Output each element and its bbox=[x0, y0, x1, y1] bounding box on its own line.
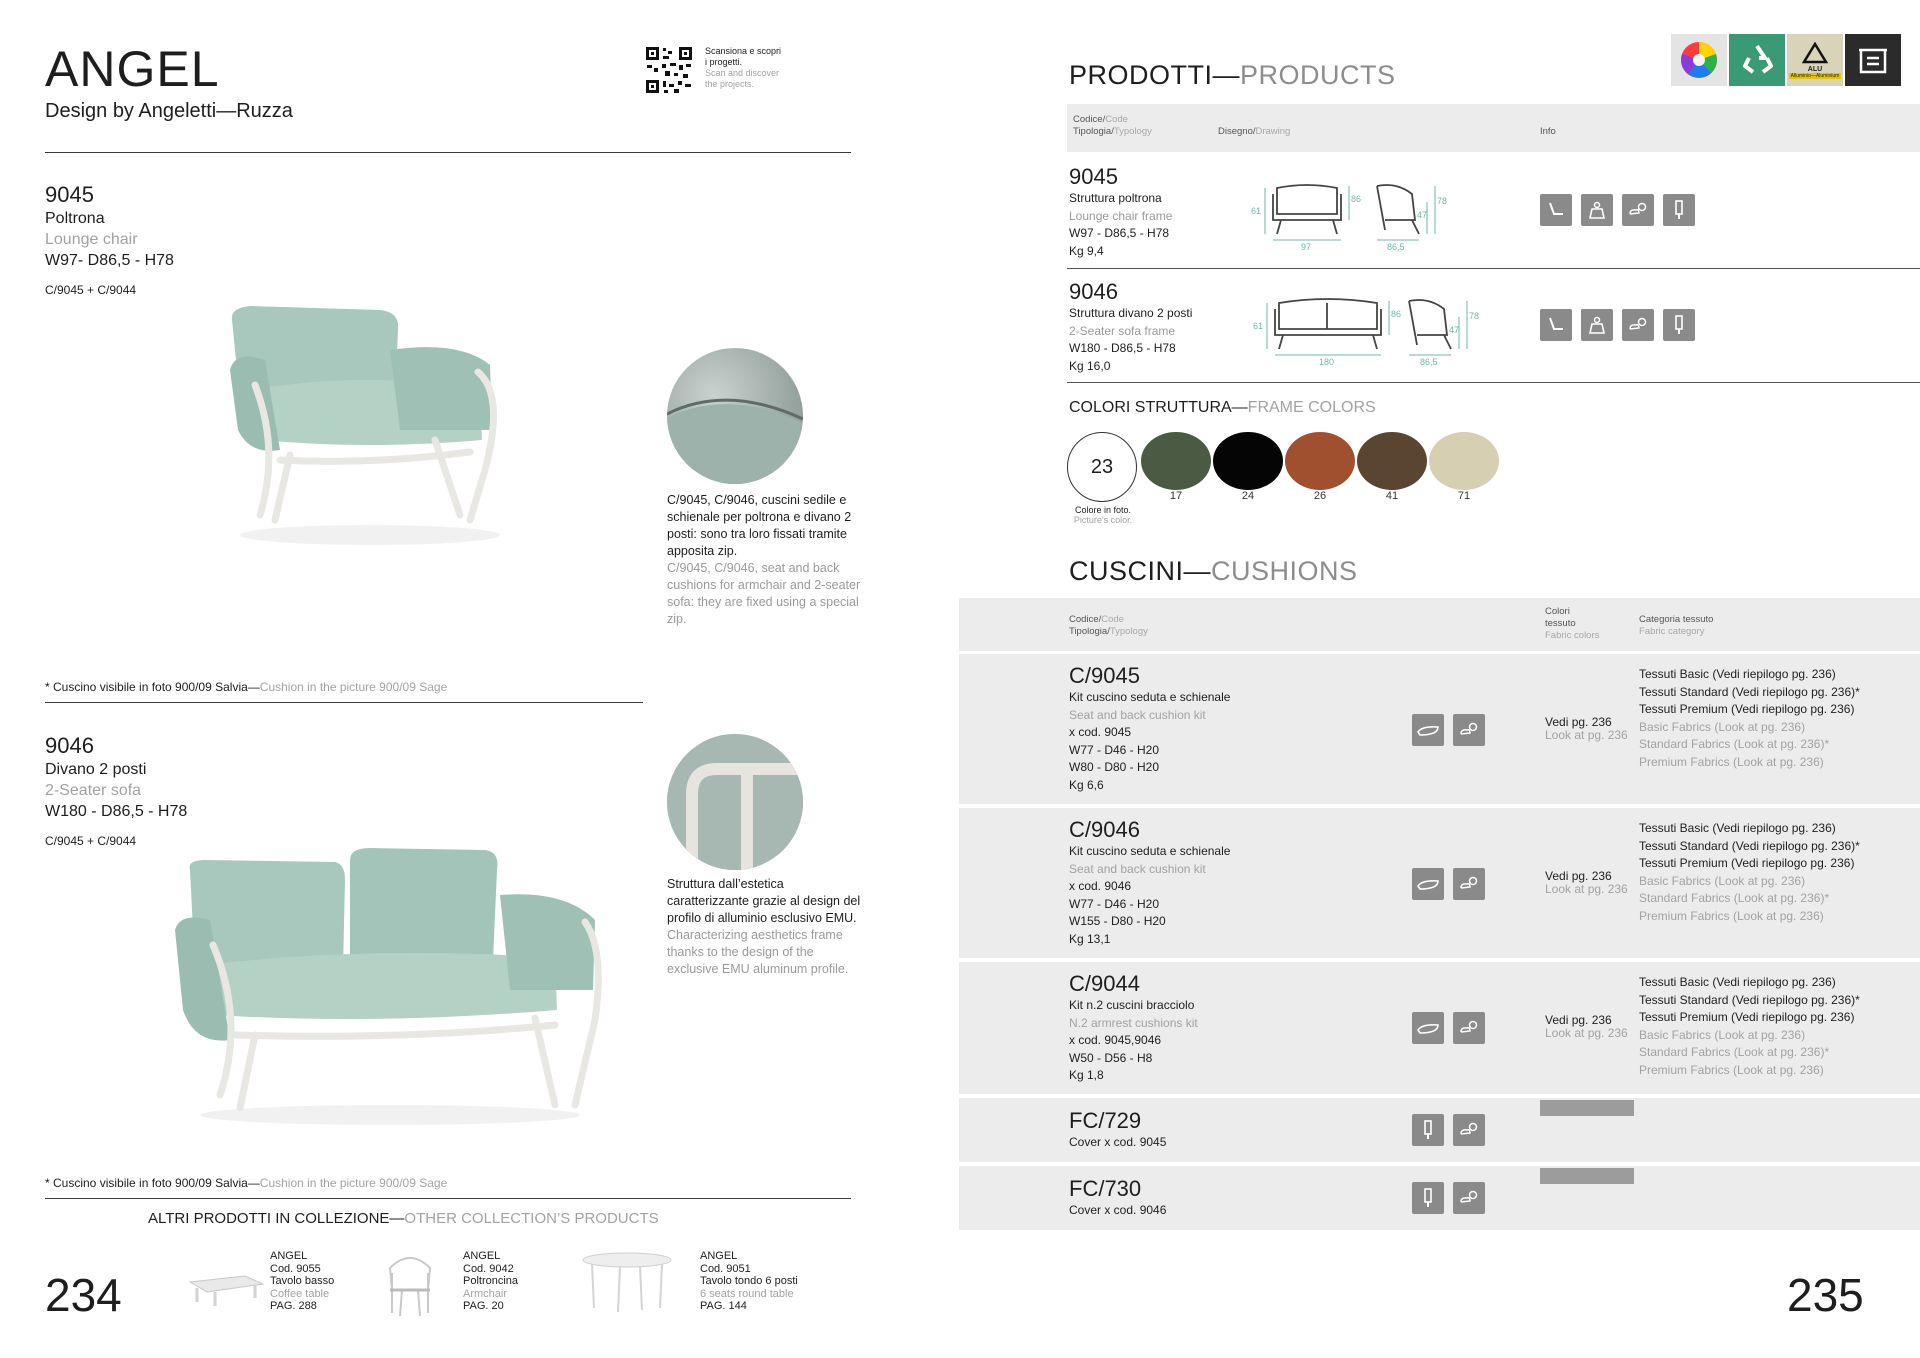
cushions-table-header bbox=[959, 598, 1920, 651]
technical-drawing bbox=[1237, 172, 1497, 252]
th-fabric-category bbox=[1639, 614, 1713, 638]
cat-line: Tessuti Premium (Vedi riepilogo pg. 236) bbox=[1639, 1010, 1855, 1024]
tag-icon bbox=[1412, 1182, 1444, 1214]
cover-icons bbox=[1412, 1182, 1485, 1214]
caption-it: * Cuscino visibile in foto 900/09 Salvia— bbox=[45, 680, 260, 694]
row-for: x cod. 9045,9046 bbox=[1069, 1033, 1162, 1047]
th-text: tessuto bbox=[1545, 618, 1576, 629]
alu-sub: Alluminio—Aluminium bbox=[1790, 72, 1840, 79]
alu-label: ALU bbox=[1807, 65, 1823, 73]
row-code: 9046 bbox=[1069, 279, 1118, 304]
note-text-it: C/9045, C/9046, cuscini sedile e schienale per poltrona e divano 2 posti: sono tra loro fissati tramite apposita zip. bbox=[667, 493, 852, 558]
coffee-table-thumb[interactable] bbox=[185, 1270, 265, 1310]
catalogue-icon[interactable] bbox=[1845, 34, 1901, 86]
heading-it: COLORI STRUTTURA— bbox=[1069, 399, 1248, 416]
other-line: ANGEL bbox=[270, 1250, 308, 1262]
swatch-dot bbox=[1213, 432, 1283, 490]
cushion-icons bbox=[1412, 1012, 1485, 1044]
other-product-9055[interactable] bbox=[270, 1250, 334, 1313]
th-text: Code bbox=[1101, 614, 1124, 625]
fabric-categories bbox=[1639, 666, 1860, 771]
cat-line: Basic Fabrics (Look at pg. 236) bbox=[1639, 1027, 1806, 1042]
cat-line: Tessuti Premium (Vedi riepilogo pg. 236) bbox=[1639, 856, 1855, 870]
th-text: Disegno/ bbox=[1218, 126, 1256, 137]
caption-it: * Cuscino visibile in foto 900/09 Salvia— bbox=[45, 1176, 260, 1190]
th-text: Tipologia/ bbox=[1069, 626, 1110, 637]
frame-colors-heading bbox=[1069, 399, 1376, 417]
heading-en: CUSHIONS bbox=[1211, 556, 1358, 586]
recycle-icon bbox=[1729, 34, 1785, 86]
note-cushions bbox=[667, 492, 867, 628]
other-page: PAG. 20 bbox=[463, 1300, 504, 1312]
cat-line: Standard Fabrics (Look at pg. 236)* bbox=[1639, 737, 1830, 751]
swatch-code: 41 bbox=[1385, 490, 1399, 502]
see-en: Look at pg. 236 bbox=[1545, 1026, 1628, 1040]
other-page: PAG. 144 bbox=[700, 1300, 747, 1312]
cat-line: Premium Fabrics (Look at pg. 236) bbox=[1639, 754, 1824, 769]
note-text-it: Struttura dall’estetica caratterizzante grazie al design del profilo di alluminio esclusivo EMU. bbox=[667, 877, 861, 925]
cushion-icons bbox=[1412, 868, 1485, 900]
detail-zip-image bbox=[667, 348, 803, 484]
th-text: Typology bbox=[1109, 626, 1148, 637]
cushion-icon bbox=[1412, 1012, 1444, 1044]
tag-icon bbox=[1663, 309, 1695, 341]
row-dims: W97 - D86,5 - H78 bbox=[1069, 226, 1170, 240]
swatch-note-en: Picture’s color. bbox=[1073, 515, 1133, 525]
cat-line: Tessuti Basic (Vedi riepilogo pg. 236) bbox=[1639, 821, 1836, 835]
row-dims: W50 - D56 - H8 bbox=[1069, 1050, 1153, 1065]
other-product-9042[interactable] bbox=[463, 1250, 518, 1313]
row-dims: W155 - D80 - H20 bbox=[1069, 914, 1166, 928]
heading-it: PRODOTTI— bbox=[1069, 60, 1240, 90]
cover-row-fc729 bbox=[959, 1098, 1920, 1162]
row-kg: Kg 9,4 bbox=[1069, 243, 1104, 258]
qr-text-line: Scan and discover bbox=[705, 68, 780, 78]
row-code: 9045 bbox=[1069, 164, 1118, 189]
cat-line: Premium Fabrics (Look at pg. 236) bbox=[1639, 908, 1824, 923]
product-dimensions: W180 - D86,5 - H78 bbox=[45, 803, 188, 820]
products-heading bbox=[1069, 60, 1396, 91]
detail-frame-image bbox=[667, 734, 803, 870]
aluminium-badge bbox=[1787, 34, 1843, 86]
qr-text-line: the projects. bbox=[705, 79, 755, 89]
fabric-color-bar bbox=[1540, 1100, 1634, 1116]
weight-icon bbox=[1581, 194, 1613, 226]
th-text: Codice/ bbox=[1069, 614, 1102, 625]
row-en: N.2 armrest cushions kit bbox=[1069, 1015, 1198, 1030]
collection-designer: Design by Angeletti—Ruzza bbox=[45, 100, 293, 122]
cat-line: Basic Fabrics (Look at pg. 236) bbox=[1639, 719, 1806, 734]
page-number-left: 234 bbox=[45, 1269, 122, 1321]
row-kg: Kg 13,1 bbox=[1069, 931, 1111, 946]
see-it: Vedi pg. 236 bbox=[1545, 869, 1612, 883]
row-code: C/9045 bbox=[1069, 663, 1140, 688]
product-name-en: Lounge chair bbox=[45, 231, 138, 248]
other-name-en: Armchair bbox=[463, 1287, 508, 1300]
right-page bbox=[960, 0, 1920, 1358]
color-swatch-26[interactable] bbox=[1285, 432, 1355, 525]
th-text: Fabric category bbox=[1639, 626, 1705, 637]
row-en: Seat and back cushion kit bbox=[1069, 707, 1206, 722]
swatch-code: 23 bbox=[1067, 432, 1137, 502]
row-it: Cover x cod. 9046 bbox=[1069, 1203, 1167, 1217]
swatch-note-it: Colore in foto. bbox=[1074, 505, 1132, 515]
cushion-row-c9046 bbox=[959, 808, 1920, 958]
weather-icon bbox=[1453, 868, 1485, 900]
product-dimensions: W97- D86,5 - H78 bbox=[45, 252, 174, 269]
other-name-it: Tavolo tondo 6 posti bbox=[700, 1275, 798, 1287]
row-it: Kit n.2 cuscini bracciolo bbox=[1069, 998, 1195, 1012]
other-title-en: OTHER COLLECTION’S PRODUCTS bbox=[404, 1210, 659, 1227]
divider bbox=[45, 152, 851, 153]
cat-line: Tessuti Standard (Vedi riepilogo pg. 236)* bbox=[1639, 684, 1860, 699]
row-code: FC/730 bbox=[1069, 1176, 1142, 1201]
info-icons bbox=[1540, 194, 1695, 226]
cat-line: Tessuti Standard (Vedi riepilogo pg. 236)* bbox=[1639, 992, 1860, 1007]
color-swatch-41[interactable] bbox=[1357, 432, 1427, 525]
product-9045-block bbox=[45, 182, 174, 297]
cat-line: Tessuti Premium (Vedi riepilogo pg. 236) bbox=[1639, 702, 1855, 716]
divider bbox=[45, 1198, 851, 1199]
dim-label: 86,5 bbox=[1420, 357, 1438, 367]
row-en: 2-Seater sofa frame bbox=[1069, 323, 1176, 338]
cat-line: Tessuti Basic (Vedi riepilogo pg. 236) bbox=[1639, 667, 1836, 681]
color-wheel-icon bbox=[1671, 34, 1727, 86]
dim-label: 61 bbox=[1251, 206, 1262, 216]
row-en: Seat and back cushion kit bbox=[1069, 861, 1206, 876]
product-name-it: Divano 2 posti bbox=[45, 761, 147, 778]
heading-en: FRAME COLORS bbox=[1247, 399, 1376, 416]
cover-row-fc730 bbox=[959, 1166, 1920, 1230]
product-row-9046 bbox=[1067, 277, 1920, 383]
cushion-icon bbox=[1412, 714, 1444, 746]
row-it: Struttura poltrona bbox=[1069, 191, 1162, 205]
swatch-code: 17 bbox=[1169, 490, 1183, 502]
dim-label: 86,5 bbox=[1387, 242, 1405, 252]
cat-line: Basic Fabrics (Look at pg. 236) bbox=[1639, 873, 1806, 888]
divider bbox=[45, 702, 643, 703]
weather-icon bbox=[1453, 714, 1485, 746]
swatch-code: 24 bbox=[1241, 490, 1255, 502]
qr-text-line: i progetti. bbox=[705, 57, 743, 67]
qr-code[interactable] bbox=[645, 46, 693, 94]
collection-title: ANGEL bbox=[45, 41, 220, 97]
dim-label: 86 bbox=[1391, 309, 1402, 319]
swatch-dot bbox=[1357, 432, 1427, 490]
heading-en: PRODUCTS bbox=[1240, 60, 1396, 90]
row-it: Kit cuscino seduta e schienale bbox=[1069, 690, 1231, 704]
dim-label: 78 bbox=[1437, 196, 1448, 206]
th-code bbox=[1069, 614, 1148, 638]
armchair-thumb[interactable] bbox=[380, 1248, 440, 1318]
product-code: 9045 bbox=[45, 182, 94, 207]
dim-label: 97 bbox=[1301, 242, 1312, 252]
cushions-heading bbox=[1069, 556, 1358, 587]
weather-icon bbox=[1453, 1182, 1485, 1214]
row-it: Struttura divano 2 posti bbox=[1069, 306, 1193, 320]
dim-label: 180 bbox=[1319, 357, 1335, 367]
product-code: 9046 bbox=[45, 733, 94, 758]
lounge-icon bbox=[1540, 309, 1572, 341]
caption-en: Cushion in the picture 900/09 Sage bbox=[259, 680, 448, 694]
product-cushion-ref: C/9045 + C/9044 bbox=[45, 834, 137, 848]
lounge-chair-image bbox=[220, 290, 520, 550]
weight-icon bbox=[1581, 309, 1613, 341]
products-table-header bbox=[1067, 104, 1920, 152]
weather-icon bbox=[1622, 309, 1654, 341]
row-kg: Kg 16,0 bbox=[1069, 358, 1111, 373]
row-dims: W77 - D46 - H20 bbox=[1069, 896, 1160, 911]
row-kg: Kg 6,6 bbox=[1069, 777, 1104, 792]
row-kg: Kg 1,8 bbox=[1069, 1068, 1104, 1082]
row-it: Kit cuscino seduta e schienale bbox=[1069, 844, 1231, 858]
tag-icon bbox=[1663, 194, 1695, 226]
fabric-categories bbox=[1639, 974, 1860, 1079]
fabric-color-bar bbox=[1540, 1168, 1634, 1184]
other-products-title bbox=[148, 1210, 659, 1227]
th-text: Categoria tessuto bbox=[1639, 614, 1714, 625]
divider bbox=[1067, 268, 1920, 269]
dim-label: 86 bbox=[1351, 194, 1362, 204]
other-code: Cod. 9042 bbox=[463, 1262, 514, 1275]
th-text: Colori bbox=[1545, 606, 1570, 617]
note-text-en: C/9045, C/9046, seat and back cushions for armchair and 2-seater sofa: they are fixed using a special zip. bbox=[667, 561, 861, 626]
heading-it: CUSCINI— bbox=[1069, 556, 1212, 586]
badges-bar bbox=[1671, 34, 1901, 86]
fabric-colors-ref[interactable] bbox=[1545, 716, 1628, 742]
cushion-row-c9044 bbox=[959, 962, 1920, 1094]
th-fabric-colors bbox=[1545, 606, 1599, 642]
row-dims: W77 - D46 - H20 bbox=[1069, 742, 1160, 757]
other-line: ANGEL bbox=[700, 1250, 738, 1262]
color-swatches bbox=[1067, 432, 1499, 525]
swatch-code: 71 bbox=[1457, 490, 1471, 502]
swatch-dot bbox=[1285, 432, 1355, 490]
dim-label: 61 bbox=[1253, 321, 1264, 331]
see-it: Vedi pg. 236 bbox=[1545, 715, 1612, 729]
divider bbox=[1067, 382, 1920, 383]
swatch-dot bbox=[1429, 432, 1499, 490]
other-name-it: Poltroncina bbox=[463, 1275, 519, 1287]
cat-line: Standard Fabrics (Look at pg. 236)* bbox=[1639, 1045, 1830, 1059]
color-swatch-71[interactable] bbox=[1429, 432, 1499, 525]
weather-icon bbox=[1622, 194, 1654, 226]
product-name-en: 2-Seater sofa bbox=[45, 782, 142, 799]
fabric-colors-ref[interactable] bbox=[1545, 870, 1628, 896]
note-frame bbox=[667, 876, 867, 978]
swatch-dot bbox=[1141, 432, 1211, 490]
th-text: Typology bbox=[1113, 126, 1152, 137]
fabric-categories bbox=[1639, 820, 1860, 925]
product-row-9045 bbox=[1067, 162, 1920, 268]
other-page: PAG. 288 bbox=[270, 1300, 317, 1312]
row-it: Cover x cod. 9045 bbox=[1069, 1135, 1167, 1149]
page-number-right: 235 bbox=[1787, 1269, 1864, 1321]
cat-line: Standard Fabrics (Look at pg. 236)* bbox=[1639, 891, 1830, 905]
th-drawing bbox=[1218, 126, 1290, 138]
row-dims: W180 - D86,5 - H78 bbox=[1069, 341, 1176, 355]
note-text-en: Characterizing aesthetics frame thanks to the design of the exclusive EMU aluminum profile. bbox=[667, 928, 849, 976]
product-cushion-ref: C/9045 + C/9044 bbox=[45, 283, 137, 297]
fabric-colors-ref[interactable] bbox=[1545, 1014, 1628, 1040]
product-name-it: Poltrona bbox=[45, 210, 105, 227]
row-code: C/9044 bbox=[1069, 971, 1140, 996]
th-text: Codice/ bbox=[1073, 114, 1106, 125]
tag-icon bbox=[1412, 1114, 1444, 1146]
swatch-code: 26 bbox=[1313, 490, 1327, 502]
row-en: Lounge chair frame bbox=[1069, 208, 1173, 223]
th-text: Tipologia/ bbox=[1073, 126, 1114, 137]
other-name-en: 6 seats round table bbox=[700, 1287, 794, 1300]
th-info: Info bbox=[1540, 126, 1556, 137]
color-swatch-23[interactable] bbox=[1067, 432, 1139, 525]
technical-drawing bbox=[1237, 287, 1517, 367]
row-code: C/9046 bbox=[1069, 817, 1140, 842]
caption-en: Cushion in the picture 900/09 Sage bbox=[259, 1176, 448, 1190]
row-for: x cod. 9046 bbox=[1069, 879, 1132, 893]
cat-line: Tessuti Standard (Vedi riepilogo pg. 236)* bbox=[1639, 838, 1860, 853]
cushion-row-c9045 bbox=[959, 654, 1920, 804]
cushion-caption bbox=[45, 680, 447, 694]
th-text: Code bbox=[1105, 114, 1128, 125]
other-title-it: ALTRI PRODOTTI IN COLLEZIONE— bbox=[148, 1210, 405, 1227]
other-line: ANGEL bbox=[463, 1250, 501, 1262]
cushion-icons bbox=[1412, 714, 1485, 746]
cat-line: Premium Fabrics (Look at pg. 236) bbox=[1639, 1062, 1824, 1077]
cushion-caption bbox=[45, 1176, 447, 1190]
color-swatch-24[interactable] bbox=[1213, 432, 1283, 525]
qr-text-line: Scansiona e scopri bbox=[705, 46, 782, 56]
row-code: FC/729 bbox=[1069, 1108, 1142, 1133]
other-code: Cod. 9055 bbox=[270, 1262, 321, 1275]
other-name-it: Tavolo basso bbox=[270, 1275, 335, 1287]
dim-label: 47 bbox=[1417, 210, 1428, 220]
product-9046-block bbox=[45, 733, 187, 848]
cover-icons bbox=[1412, 1114, 1485, 1146]
cat-line: Tessuti Basic (Vedi riepilogo pg. 236) bbox=[1639, 975, 1836, 989]
lounge-icon bbox=[1540, 194, 1572, 226]
other-product-9051[interactable] bbox=[700, 1250, 798, 1313]
weather-icon bbox=[1453, 1012, 1485, 1044]
dim-label: 47 bbox=[1449, 325, 1460, 335]
color-swatch-17[interactable] bbox=[1141, 432, 1211, 525]
see-it: Vedi pg. 236 bbox=[1545, 1013, 1612, 1027]
th-text: Drawing bbox=[1255, 126, 1291, 137]
th-text: Fabric colors bbox=[1545, 630, 1600, 641]
th-code bbox=[1073, 114, 1152, 138]
dim-label: 78 bbox=[1469, 311, 1480, 321]
row-for: x cod. 9045 bbox=[1069, 725, 1132, 739]
round-table-thumb[interactable] bbox=[580, 1250, 675, 1315]
sofa-image bbox=[175, 840, 605, 1130]
see-en: Look at pg. 236 bbox=[1545, 882, 1628, 896]
other-code: Cod. 9051 bbox=[700, 1262, 751, 1275]
see-en: Look at pg. 236 bbox=[1545, 728, 1628, 742]
weather-icon bbox=[1453, 1114, 1485, 1146]
cushion-icon bbox=[1412, 868, 1444, 900]
qr-caption bbox=[705, 46, 781, 90]
row-dims: W80 - D80 - H20 bbox=[1069, 760, 1160, 774]
info-icons bbox=[1540, 309, 1695, 341]
other-name-en: Coffee table bbox=[270, 1287, 330, 1300]
